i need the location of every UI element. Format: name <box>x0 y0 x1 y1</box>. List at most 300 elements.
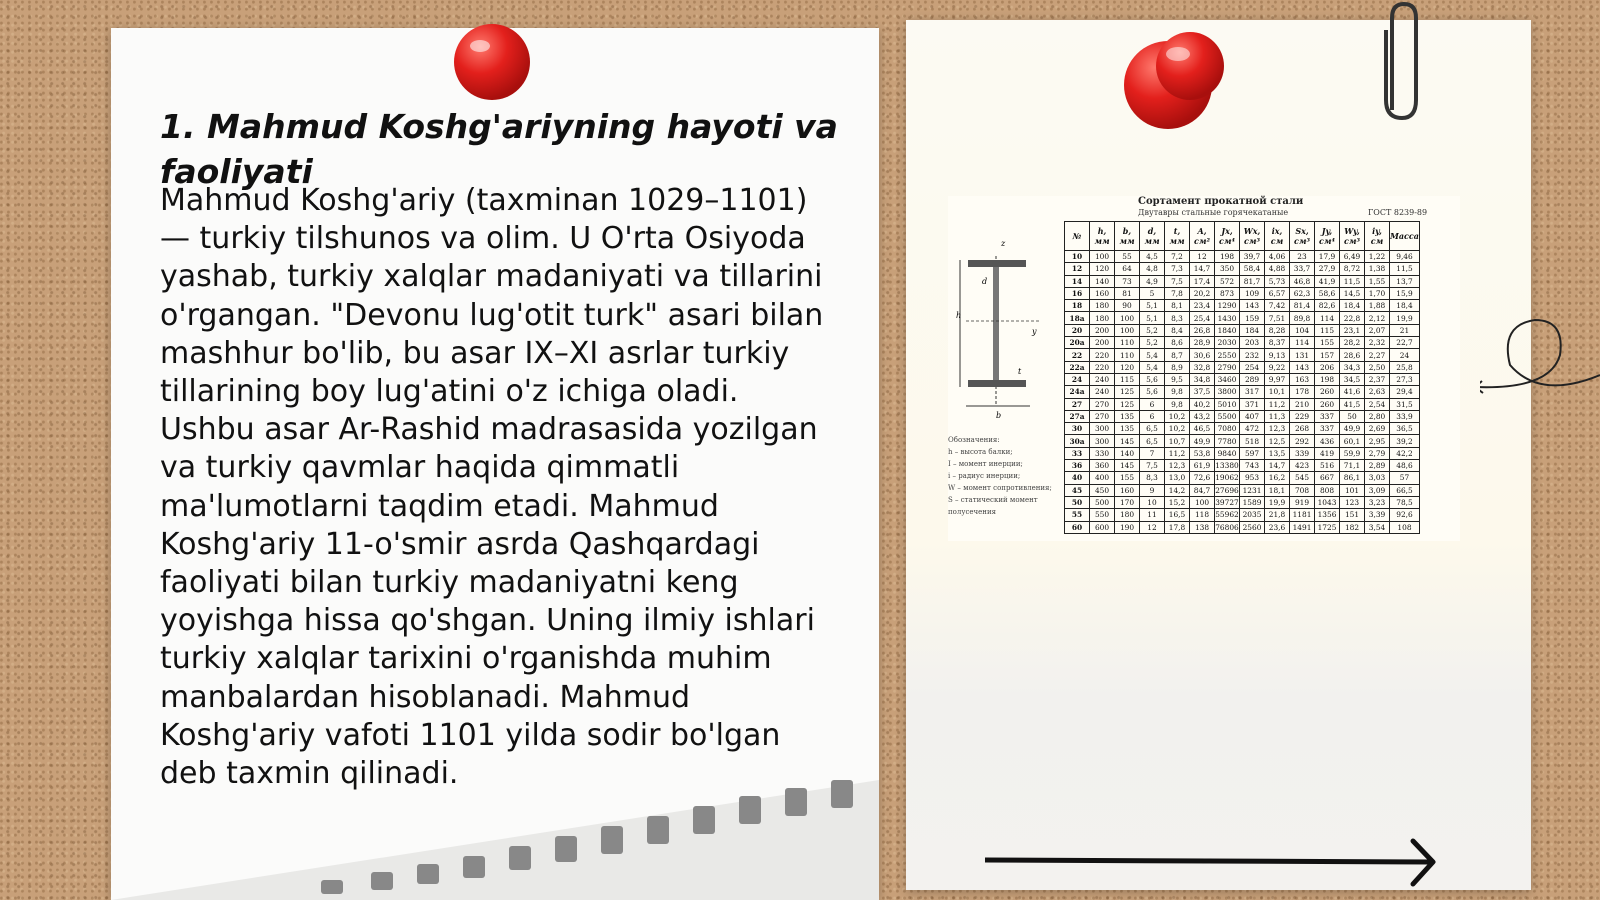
table-cell: 36,5 <box>1390 423 1420 435</box>
table-cell: 5,4 <box>1140 361 1165 373</box>
table-cell: 157 <box>1315 349 1340 361</box>
table-cell: 550 <box>1090 509 1115 521</box>
table-header-cell: Jy, см⁴ <box>1315 222 1340 251</box>
table-cell: 371 <box>1240 398 1265 410</box>
table-cell: 5 <box>1140 287 1165 299</box>
table-cell: 1356 <box>1315 509 1340 521</box>
table-cell: 7 <box>1140 447 1165 459</box>
table-cell: 18 <box>1065 300 1090 312</box>
table-cell: 500 <box>1090 496 1115 508</box>
table-cell: 5,4 <box>1140 349 1165 361</box>
table-cell: 3800 <box>1215 386 1240 398</box>
table-cell: 10 <box>1065 251 1090 263</box>
table-cell: 3,03 <box>1365 472 1390 484</box>
table-cell: 14,2 <box>1165 484 1190 496</box>
table-cell: 6 <box>1140 410 1165 422</box>
table-header-cell: Wx, см³ <box>1240 222 1265 251</box>
legend-line: S – статический момент полусечения <box>948 496 1038 516</box>
table-cell: 9,13 <box>1265 349 1290 361</box>
table-cell: 14,7 <box>1190 263 1215 275</box>
table-cell: 1231 <box>1240 484 1265 496</box>
table-cell: 39727 <box>1215 498 1239 508</box>
table-cell: 140 <box>1090 275 1115 287</box>
table-cell: 2,79 <box>1365 447 1390 459</box>
table-cell: 115 <box>1315 324 1340 336</box>
table-cell: 8,28 <box>1265 324 1290 336</box>
table-header-cell: b, мм <box>1115 222 1140 251</box>
table-cell: 2790 <box>1215 361 1240 373</box>
table-cell: 30,6 <box>1190 349 1215 361</box>
table-row <box>1065 312 1420 324</box>
table-row <box>1065 337 1420 349</box>
table-cell: 11,2 <box>1165 447 1190 459</box>
table-cell: 159 <box>1240 312 1265 324</box>
i-beam-diagram <box>956 236 1051 421</box>
table-cell: 182 <box>1340 521 1365 533</box>
table-cell: 7,5 <box>1140 460 1165 472</box>
table-cell: 22a <box>1065 361 1090 373</box>
table-header-cell: A, см² <box>1190 222 1215 251</box>
table-cell: 60 <box>1065 521 1090 533</box>
table-cell: 49,9 <box>1340 423 1365 435</box>
table-cell: 61,9 <box>1190 460 1215 472</box>
table-cell: 8,72 <box>1340 263 1365 275</box>
table-cell: 472 <box>1240 423 1265 435</box>
table-cell: 49,9 <box>1190 435 1215 447</box>
table-cell: 32,8 <box>1190 361 1215 373</box>
table-cell: 2030 <box>1215 337 1240 349</box>
table-cell: 8,4 <box>1165 324 1190 336</box>
table-cell: 5,1 <box>1140 300 1165 312</box>
table-cell: 1491 <box>1290 521 1315 533</box>
table-cell: 873 <box>1215 287 1240 299</box>
table-cell: 33,7 <box>1290 263 1315 275</box>
table-cell: 330 <box>1090 447 1115 459</box>
table-cell: 953 <box>1240 472 1265 484</box>
table-cell: 33 <box>1065 447 1090 459</box>
table-cell: 9,8 <box>1165 386 1190 398</box>
table-cell: 17,9 <box>1315 251 1340 263</box>
table-cell: 1,22 <box>1365 251 1390 263</box>
table-row <box>1065 509 1420 521</box>
table-row <box>1065 361 1420 373</box>
table-cell: 90 <box>1115 300 1140 312</box>
table-cell: 48,6 <box>1390 460 1420 472</box>
table-cell: 118 <box>1190 509 1215 521</box>
table-cell: 8,3 <box>1140 472 1165 484</box>
table-cell: 2,37 <box>1365 373 1390 385</box>
table-cell: 27 <box>1065 398 1090 410</box>
paper-clip-icon <box>1378 0 1426 125</box>
scan-subtitle: Двутавры стальные горячекатаные <box>1138 208 1289 217</box>
table-cell: 8,9 <box>1165 361 1190 373</box>
table-cell: 12 <box>1190 251 1215 263</box>
table-cell: 1,88 <box>1365 300 1390 312</box>
table-cell: 110 <box>1115 337 1140 349</box>
table-cell: 190 <box>1115 521 1140 533</box>
table-cell: 21 <box>1390 324 1420 336</box>
table-cell: 100 <box>1115 324 1140 336</box>
table-cell: 7,8 <box>1165 287 1190 299</box>
table-cell: 160 <box>1090 287 1115 299</box>
article-title: 1. Mahmud Koshg'ariyning hayoti va faoliyati <box>160 107 838 191</box>
table-cell: 21,8 <box>1265 509 1290 521</box>
table-cell: 28,9 <box>1190 337 1215 349</box>
table-cell: 72,6 <box>1190 472 1215 484</box>
table-row <box>1065 460 1420 472</box>
table-cell: 339 <box>1290 447 1315 459</box>
table-cell: 30a <box>1065 435 1090 447</box>
table-row <box>1065 435 1420 447</box>
table-cell: 572 <box>1215 275 1240 287</box>
table-header-cell: № <box>1065 222 1090 251</box>
table-cell: 8,37 <box>1265 337 1290 349</box>
table-cell: 25,8 <box>1390 361 1420 373</box>
table-cell: 198 <box>1215 251 1240 263</box>
table-cell: 30 <box>1065 423 1090 435</box>
beam-label-z: z <box>1001 239 1006 248</box>
table-cell: 7,51 <box>1265 312 1290 324</box>
table-cell: 11 <box>1140 509 1165 521</box>
table-cell: 100 <box>1190 496 1215 508</box>
table-cell: 41,9 <box>1315 275 1340 287</box>
table-cell: 2,95 <box>1365 435 1390 447</box>
table-cell: 10,1 <box>1265 386 1290 398</box>
table-cell: 9,22 <box>1265 361 1290 373</box>
beam-label-y: y <box>1032 327 1037 336</box>
table-cell: 143 <box>1290 361 1315 373</box>
table-cell: 2,63 <box>1365 386 1390 398</box>
table-cell: 81,7 <box>1240 275 1265 287</box>
table-cell: 7780 <box>1215 435 1240 447</box>
table-cell: 145 <box>1115 435 1140 447</box>
table-cell: 62,3 <box>1290 287 1315 299</box>
table-cell: 6,49 <box>1340 251 1365 263</box>
table-cell: 20,2 <box>1190 287 1215 299</box>
table-cell: 16,2 <box>1265 472 1290 484</box>
table-cell: 58,6 <box>1315 287 1340 299</box>
table-cell: 11,5 <box>1340 275 1365 287</box>
table-row <box>1065 398 1420 410</box>
table-header-cell: Jx, см⁴ <box>1215 222 1240 251</box>
table-cell: 13380 <box>1215 461 1239 471</box>
article-content <box>160 104 840 793</box>
table-cell: 5,6 <box>1140 373 1165 385</box>
table-cell: 84,7 <box>1190 484 1215 496</box>
loop-arrow-icon <box>1480 305 1600 415</box>
table-cell: 180 <box>1090 312 1115 324</box>
table-header-cell: d, мм <box>1140 222 1165 251</box>
table-cell: 15,2 <box>1165 496 1190 508</box>
table-cell: 2,27 <box>1365 349 1390 361</box>
table-cell: 151 <box>1340 509 1365 521</box>
table-cell: 200 <box>1090 337 1115 349</box>
table-cell: 27,9 <box>1315 263 1340 275</box>
table-cell: 1840 <box>1215 324 1240 336</box>
table-cell: 22,7 <box>1390 337 1420 349</box>
table-cell: 15,9 <box>1390 287 1420 299</box>
table-cell: 78,5 <box>1390 496 1420 508</box>
table-cell: 100 <box>1115 312 1140 324</box>
table-cell: 7,2 <box>1165 251 1190 263</box>
table-header-row <box>1065 222 1420 251</box>
table-cell: 12,3 <box>1265 423 1290 435</box>
table-cell: 24a <box>1065 386 1090 398</box>
table-cell: 400 <box>1090 472 1115 484</box>
table-cell: 104 <box>1290 324 1315 336</box>
table-cell: 11,5 <box>1390 263 1420 275</box>
table-cell: 46,5 <box>1190 423 1215 435</box>
table-cell: 11,2 <box>1265 398 1290 410</box>
steel-table-scan <box>948 196 1460 541</box>
table-row <box>1065 423 1420 435</box>
table-cell: 31,5 <box>1390 398 1420 410</box>
red-pin-icon <box>452 22 532 102</box>
table-cell: 268 <box>1290 423 1315 435</box>
table-cell: 5,2 <box>1140 337 1165 349</box>
table-cell: 25,4 <box>1190 312 1215 324</box>
table-cell: 19062 <box>1215 473 1239 483</box>
beam-label-h: h <box>956 311 962 320</box>
table-cell: 82,6 <box>1315 300 1340 312</box>
table-cell: 109 <box>1240 287 1265 299</box>
table-cell: 120 <box>1090 263 1115 275</box>
table-cell: 3,23 <box>1365 496 1390 508</box>
table-cell: 220 <box>1090 349 1115 361</box>
table-cell: 3460 <box>1215 373 1240 385</box>
table-cell: 2550 <box>1215 349 1240 361</box>
table-cell: 2,89 <box>1365 460 1390 472</box>
table-cell: 178 <box>1290 386 1315 398</box>
table-cell: 17,4 <box>1190 275 1215 287</box>
table-cell: 81 <box>1115 287 1140 299</box>
table-cell: 155 <box>1315 337 1340 349</box>
table-cell: 1,70 <box>1365 287 1390 299</box>
table-row <box>1065 300 1420 312</box>
table-header-cell: Sx, см³ <box>1290 222 1315 251</box>
table-cell: 145 <box>1115 460 1140 472</box>
table-cell: 8,1 <box>1165 300 1190 312</box>
arrow-icon <box>985 838 1445 888</box>
table-cell: 18,4 <box>1390 300 1420 312</box>
table-cell: 24 <box>1390 349 1420 361</box>
table-cell: 41,5 <box>1340 398 1365 410</box>
table-cell: 9,8 <box>1165 398 1190 410</box>
table-cell: 289 <box>1240 373 1265 385</box>
table-cell: 407 <box>1240 410 1265 422</box>
table-cell: 140 <box>1115 447 1140 459</box>
table-cell: 46,8 <box>1290 275 1315 287</box>
table-cell: 6,5 <box>1140 423 1165 435</box>
table-cell: 19,9 <box>1265 496 1290 508</box>
table-cell: 254 <box>1240 361 1265 373</box>
table-cell: 108 <box>1390 521 1420 533</box>
table-cell: 110 <box>1115 349 1140 361</box>
table-cell: 50 <box>1340 410 1365 422</box>
table-cell: 12 <box>1140 521 1165 533</box>
table-cell: 45 <box>1065 484 1090 496</box>
table-row <box>1065 275 1420 287</box>
table-cell: 419 <box>1315 447 1340 459</box>
table-cell: 450 <box>1090 484 1115 496</box>
table-cell: 4,9 <box>1140 275 1165 287</box>
table-cell: 57 <box>1390 472 1420 484</box>
table-cell: 100 <box>1090 251 1115 263</box>
table-cell: 20a <box>1065 337 1090 349</box>
table-row <box>1065 472 1420 484</box>
table-cell: 5010 <box>1215 398 1240 410</box>
table-cell: 9,46 <box>1390 251 1420 263</box>
table-row <box>1065 447 1420 459</box>
table-cell: 2560 <box>1240 521 1265 533</box>
table-cell: 20 <box>1065 324 1090 336</box>
table-cell: 1,38 <box>1365 263 1390 275</box>
table-cell: 9840 <box>1215 447 1240 459</box>
table-cell: 1725 <box>1315 521 1340 533</box>
table-cell: 155 <box>1115 472 1140 484</box>
table-row <box>1065 324 1420 336</box>
table-cell: 13,0 <box>1165 472 1190 484</box>
table-cell: 23,4 <box>1190 300 1215 312</box>
legend-line: I – момент инерции; <box>948 460 1023 468</box>
table-cell: 4,5 <box>1140 251 1165 263</box>
table-cell: 36 <box>1065 460 1090 472</box>
table-cell: 8,3 <box>1165 312 1190 324</box>
table-cell: 7,3 <box>1165 263 1190 275</box>
table-cell: 60,1 <box>1340 435 1365 447</box>
table-cell: 123 <box>1340 496 1365 508</box>
table-cell: 240 <box>1090 386 1115 398</box>
table-cell: 40 <box>1065 472 1090 484</box>
table-cell: 125 <box>1115 386 1140 398</box>
table-row <box>1065 349 1420 361</box>
table-cell: 2,54 <box>1365 398 1390 410</box>
table-cell: 11,3 <box>1265 410 1290 422</box>
table-cell: 55 <box>1115 251 1140 263</box>
table-cell: 3,09 <box>1365 484 1390 496</box>
table-cell: 16,5 <box>1165 509 1190 521</box>
table-cell: 232 <box>1240 349 1265 361</box>
table-cell: 71,1 <box>1340 460 1365 472</box>
table-cell: 27696 <box>1215 485 1239 495</box>
table-cell: 114 <box>1315 312 1340 324</box>
table-row <box>1065 484 1420 496</box>
table-cell: 1430 <box>1215 312 1240 324</box>
table-cell: 220 <box>1090 361 1115 373</box>
red-pin-icon <box>1120 30 1240 140</box>
table-cell: 66,5 <box>1390 484 1420 496</box>
table-cell: 436 <box>1315 435 1340 447</box>
beam-label-b: b <box>996 411 1002 420</box>
table-cell: 10,2 <box>1165 410 1190 422</box>
table-cell: 16 <box>1065 287 1090 299</box>
table-cell: 5500 <box>1215 410 1240 422</box>
table-cell: 2,12 <box>1365 312 1390 324</box>
table-cell: 18,4 <box>1340 300 1365 312</box>
table-cell: 22 <box>1065 349 1090 361</box>
beam-label-d: d <box>982 277 988 286</box>
table-cell: 180 <box>1090 300 1115 312</box>
table-cell: 115 <box>1115 373 1140 385</box>
table-cell: 29,4 <box>1390 386 1420 398</box>
table-header-cell: Масса <box>1390 222 1420 251</box>
table-cell: 170 <box>1115 496 1140 508</box>
table-cell: 180 <box>1115 509 1140 521</box>
table-cell: 55 <box>1065 509 1090 521</box>
table-cell: 28,2 <box>1340 337 1365 349</box>
table-cell: 39,7 <box>1240 251 1265 263</box>
table-cell: 4,88 <box>1265 263 1290 275</box>
table-cell: 13,7 <box>1390 275 1420 287</box>
table-header-cell: ix, см <box>1265 222 1290 251</box>
table-cell: 76806 <box>1215 522 1239 532</box>
article-body: Mahmud Koshg'ariy (taxminan 1029–1101) — turkiy tilshunos va olim. U O'rta Osiyoda yashab, turkiy xalqlar madaniyati va tillarini o'rgangan. "Devonu lug'otit turk" asari bilan mashhur bo'lib, bu asar IX–XI asrlar turkiy tillarining boy lug'atini o'z ichiga oladi. Ushbu asar Ar-Rashid madrasasida yozilgan va turkiy qavmlar haqida qimmatli ma'lumotlarni taqdim etadi. Mahmud Koshg'ariy 11-o'smir asrda Qashqardagi faoliyati bilan turkiy madaniyatni keng yoyishga hissa qo'shgan. Uning ilmiy ishlari turkiy xalqlar tarixini o'rganishda muhim manbalardan hisoblanadi. Mahmud Koshg'ariy vafoti 1101 yilda sodir bo'lgan deb taxmin qilinadi. <box>160 183 824 792</box>
table-cell: 7080 <box>1215 423 1240 435</box>
table-cell: 667 <box>1315 472 1340 484</box>
table-cell: 516 <box>1315 460 1340 472</box>
table-cell: 135 <box>1115 410 1140 422</box>
table-cell: 34,5 <box>1340 373 1365 385</box>
scan-legend <box>948 434 1058 518</box>
table-cell: 203 <box>1240 337 1265 349</box>
table-cell: 9,5 <box>1165 373 1190 385</box>
table-cell: 14,7 <box>1265 460 1290 472</box>
table-cell: 1181 <box>1290 509 1315 521</box>
table-cell: 39,2 <box>1390 435 1420 447</box>
table-cell: 1290 <box>1215 300 1240 312</box>
table-cell: 23 <box>1290 251 1315 263</box>
table-cell: 163 <box>1290 373 1315 385</box>
table-cell: 5,2 <box>1140 324 1165 336</box>
table-cell: 2035 <box>1240 509 1265 521</box>
table-cell: 86,1 <box>1340 472 1365 484</box>
table-cell: 9 <box>1140 484 1165 496</box>
table-cell: 101 <box>1340 484 1365 496</box>
table-cell: 210 <box>1290 398 1315 410</box>
table-cell: 5,6 <box>1140 386 1165 398</box>
table-cell: 229 <box>1290 410 1315 422</box>
table-cell: 2,69 <box>1365 423 1390 435</box>
table-cell: 50 <box>1065 496 1090 508</box>
table-cell: 2,32 <box>1365 337 1390 349</box>
table-cell: 34,3 <box>1340 361 1365 373</box>
table-cell: 1,55 <box>1365 275 1390 287</box>
table-cell: 114 <box>1290 337 1315 349</box>
table-header-cell: h, мм <box>1090 222 1115 251</box>
beam-label-t: t <box>1018 367 1022 376</box>
table-cell: 81,4 <box>1290 300 1315 312</box>
table-cell: 3,39 <box>1365 509 1390 521</box>
table-cell: 300 <box>1090 435 1115 447</box>
table-cell: 143 <box>1240 300 1265 312</box>
table-row <box>1065 251 1420 263</box>
steel-profile-table <box>1064 221 1420 534</box>
table-cell: 300 <box>1090 423 1115 435</box>
table-cell: 59,9 <box>1340 447 1365 459</box>
table-cell: 10,2 <box>1165 423 1190 435</box>
table-cell: 14 <box>1065 275 1090 287</box>
table-row <box>1065 373 1420 385</box>
table-cell: 2,50 <box>1365 361 1390 373</box>
table-cell: 12,5 <box>1265 435 1290 447</box>
table-cell: 1043 <box>1315 496 1340 508</box>
table-cell: 120 <box>1115 361 1140 373</box>
table-cell: 919 <box>1290 496 1315 508</box>
table-row <box>1065 496 1420 508</box>
table-cell: 198 <box>1315 373 1340 385</box>
table-cell: 2,07 <box>1365 324 1390 336</box>
legend-line: Обозначения: <box>948 436 1000 444</box>
